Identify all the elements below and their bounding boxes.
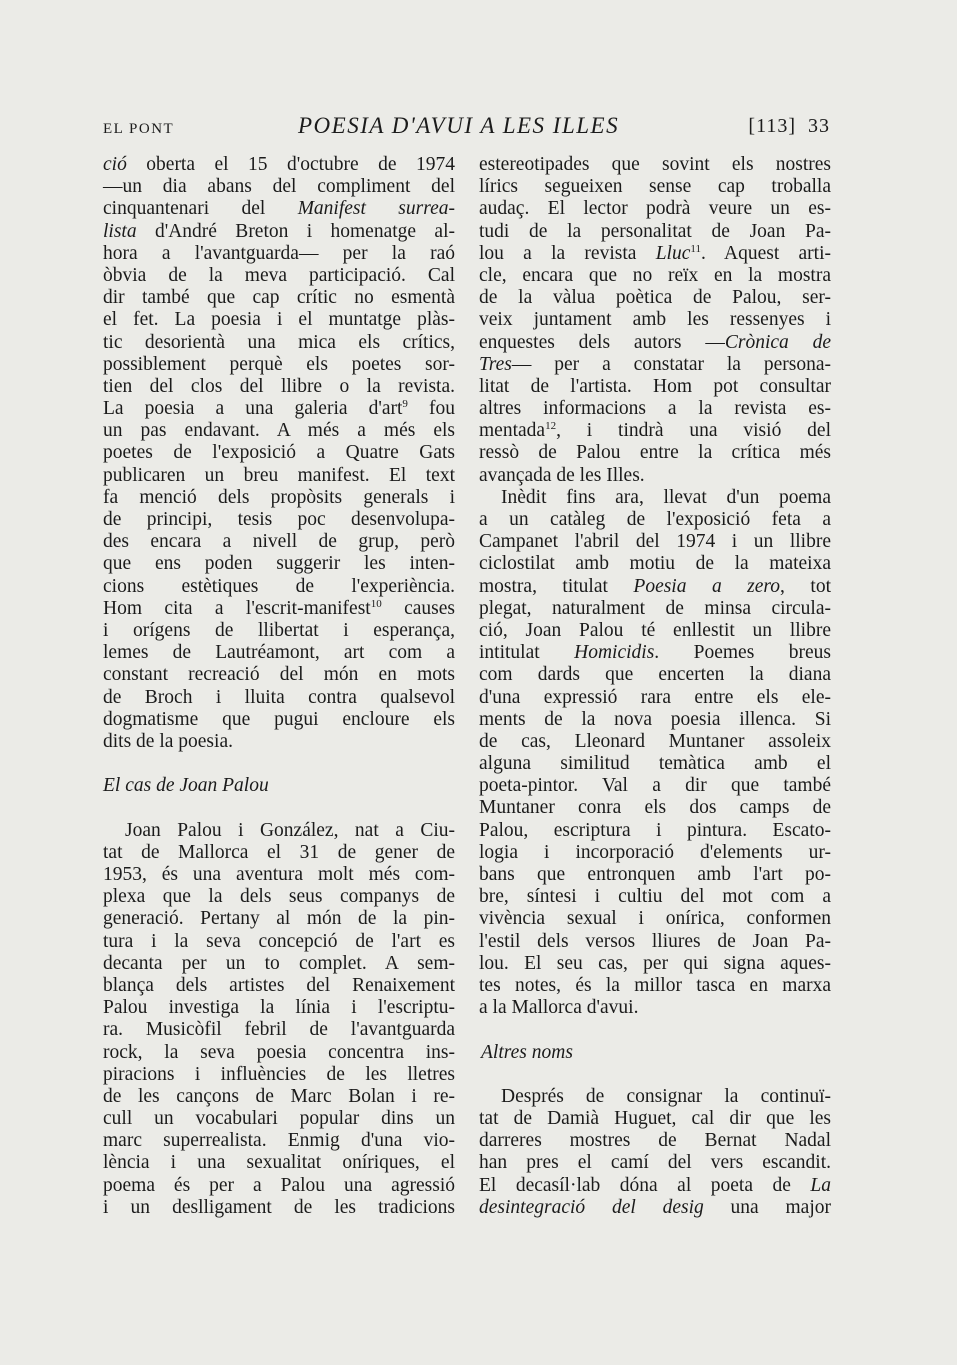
left-column-text-line: Palou investiga la línia i l'escriptu-	[103, 997, 455, 1019]
right-column-text-line: logia i incorporació d'elements ur-	[479, 841, 831, 863]
left-column-text-line: —un dia abans del compliment del	[103, 176, 455, 198]
right-column-text-line: alguna similitud temàtica amb el	[479, 753, 831, 775]
right-column-text-line	[479, 1019, 831, 1041]
section-heading: Altres noms	[481, 1041, 573, 1063]
left-column-text-line: lència i una sexualitat oníriques, el	[103, 1152, 455, 1174]
right-column-text-line: lírics segueixen sense cap troballa	[479, 176, 831, 198]
left-column-text-line: el fet. La poesia i el muntatge plàs-	[103, 309, 455, 331]
right-column-text-line: El decasíl·lab dóna al poeta de La	[479, 1174, 831, 1196]
left-column-text-line: decanta per un to complet. A sem-	[103, 952, 455, 974]
left-column-text-line: cull un vocabulari popular dins un	[103, 1108, 455, 1130]
right-column-text-line	[479, 1064, 831, 1086]
right-text-column	[479, 154, 831, 1219]
left-column-text-line: lemes de Lautréamont, art com a	[103, 642, 455, 664]
left-column-text-line: marc superrealista. Enmig d'una vio-	[103, 1130, 455, 1152]
left-column-text-line: poetes de l'exposició a Quatre Gats	[103, 442, 455, 464]
left-column-text-line: un pas endavant. A més a més els	[103, 420, 455, 442]
left-column-text-line: tura i la seva concepció de l'art es	[103, 930, 455, 952]
left-column-text-line: tien del clos del llibre o la revista.	[103, 375, 455, 397]
right-column-text-line: a un catàleg de l'exposició feta a	[479, 509, 831, 530]
left-column-text-line: poema és per a Palou una agressió	[103, 1174, 455, 1196]
left-text-column	[103, 154, 455, 1219]
right-column-text-line: plegat, naturalment de minsa circula-	[479, 597, 831, 619]
right-column-text-line: litat de l'artista. Hom pot consultar	[479, 375, 831, 397]
right-column-text-line: tat de Damià Huguet, cal dir que les	[479, 1108, 831, 1130]
left-column-text-line: cions estètiques de l'experiència.	[103, 575, 455, 597]
left-column-text-line: tic desorientà una mica els crítics,	[103, 331, 455, 353]
right-column-text-line: altres informacions a la revista es-	[479, 398, 831, 420]
right-column-text-line: d'una expressió rara entre els ele-	[479, 686, 831, 708]
left-column-text-line: piracions i influències de les lletres	[103, 1063, 455, 1085]
right-column-text-line: poeta-pintor. Val a dir que també	[479, 775, 831, 797]
left-column-text-line: i un deslligament de les tradicions	[103, 1196, 455, 1218]
right-column-text-line: com dards que encerten la diana	[479, 664, 831, 686]
right-column-text-line: cle, encara que no reïx en la mostra	[479, 264, 831, 286]
section-heading: El cas de Joan Palou	[103, 775, 269, 797]
journal-name: EL PONT	[103, 121, 175, 137]
right-column-text-line: Tres— per a constatar la persona-	[479, 353, 831, 375]
right-column-text-line: ments de la nova poesia illenca. Si	[479, 708, 831, 730]
right-column-text-line: bre, síntesi i cultiu del mot com a	[479, 886, 831, 908]
left-column-text-line: hora a l'avantguarda— per la raó	[103, 242, 455, 264]
left-column-text-line: 1953, és una aventura molt més com-	[103, 864, 455, 885]
right-column-text-line: de cas, Lleonard Muntaner assoleix	[479, 730, 831, 752]
right-column-text-line: l'estil dels versos lliures de Joan Pa-	[479, 930, 831, 952]
right-column-text-line: ció, Joan Palou té enllestit un llibre	[479, 619, 831, 641]
left-column-text-line: blança dels artistes del Renaixement	[103, 974, 455, 996]
left-column-text-line	[103, 797, 455, 819]
left-column-text-line: de principi, tesis poc desenvolupa-	[103, 509, 455, 530]
right-column-text-line: a la Mallorca d'avui.	[479, 997, 639, 1019]
left-column-text-line: rock, la seva poesia concentra ins-	[103, 1041, 455, 1063]
left-column-text-line: que ens poden suggerir les inten-	[103, 553, 455, 575]
right-column-text-line: bans que entronquen amb l'art po-	[479, 864, 831, 885]
right-column-text-line: veix juntament amb les ressenyes i	[479, 309, 831, 331]
left-column-text-line: òbvia de la meva participació. Cal	[103, 264, 455, 286]
right-column-text-line: Muntaner conra els dos camps de	[479, 797, 831, 819]
left-column-text-line: dogmatisme que pugui encloure els	[103, 708, 455, 730]
left-column-text-line: fa menció dels propòsits generals i	[103, 486, 455, 508]
left-column-text-line: dir també que cap crític no esmentà	[103, 287, 455, 309]
right-column-text-line: Inèdit fins ara, llevat d'un poema	[501, 486, 831, 508]
left-column-text-line: i orígens de llibertat i esperança,	[103, 619, 455, 641]
right-column-text-line: ciclostilat amb motiu de la mateixa	[479, 553, 831, 575]
left-column-text-line: Hom cita a l'escrit-manifest$^{10}$ causes	[103, 597, 455, 619]
right-column-text-line: darreres mostres de Bernat Nadal	[479, 1130, 831, 1152]
right-column-text-line: Campanet l'abril del 1974 i un llibre	[479, 531, 831, 553]
right-column-text-line: audaç. El lector podrà veure un es-	[479, 198, 831, 220]
left-column-text-line: constant recreació del món en mots	[103, 664, 455, 686]
left-column-text-line	[103, 753, 455, 775]
left-column-text-line: publicaren un breu manifest. El text	[103, 464, 455, 486]
right-column-text-line: lou. El seu cas, per qui signa aques-	[479, 952, 831, 974]
right-column-text-line: lou a la revista Lluc$^{11}$. Aquest arti-	[479, 242, 831, 264]
left-column-text-line: generació. Pertany al món de la pin-	[103, 908, 455, 930]
right-column-text-line: enquestes dels autors —Crònica de	[479, 331, 831, 353]
right-column-text-line: intitulat Homicidis. Poemes breus	[479, 642, 831, 664]
left-column-text-line: plexa que la dels seus companys de	[103, 886, 455, 908]
left-column-text-line: de les cançons de Marc Bolan i re-	[103, 1085, 455, 1107]
article-title: POESIA D'AVUI A LES ILLES	[298, 113, 620, 138]
right-column-text-line: ressò de Palou entre la crítica més	[479, 442, 831, 464]
right-column-text-line: avançada de les Illes.	[479, 464, 645, 486]
left-column-text-line: Joan Palou i González, nat a Ciu-	[125, 819, 455, 841]
left-column-text-line: des encara a nivell de grup, però	[103, 531, 455, 553]
right-column-text-line: vivència sexual i onírica, conformen	[479, 908, 831, 930]
right-column-text-line: tudi de la personalitat de Joan Pa-	[479, 220, 831, 242]
right-column-text-line: Després de consignar la continuï-	[501, 1085, 831, 1107]
right-column-text-line: estereotipades que sovint els nostres	[479, 154, 831, 175]
right-column-text-line: mostra, titulat Poesia a zero, tot	[479, 575, 831, 597]
left-column-text-line: lista d'André Breton i homenatge al-	[103, 220, 455, 242]
left-column-text-line: tat de Mallorca el 31 de gener de	[103, 841, 455, 863]
left-column-text-line: dits de la poesia.	[103, 730, 233, 752]
running-header	[103, 113, 830, 147]
left-column-text-line: possiblement perquè els poetes sor-	[103, 353, 455, 375]
right-column-text-line: mentada$^{12}$, i tindrà una visió del	[479, 420, 831, 442]
right-column-text-line: Palou, escriptura i pintura. Escato-	[479, 819, 831, 841]
left-column-text-line: La poesia a una galeria d'art$^9$ fou	[103, 398, 455, 420]
page-number: [113] 33	[748, 115, 830, 137]
right-column-text-line: han pres el camí del vers escandit.	[479, 1152, 831, 1174]
left-column-text-line: cinquantenari del Manifest surrea-	[103, 198, 455, 220]
right-column-text-line: desintegració del desig una major	[479, 1196, 831, 1218]
left-column-text-line: ra. Musicòfil febril de l'avantguarda	[103, 1019, 455, 1041]
left-column-text-line: ció oberta el 15 d'octubre de 1974	[103, 154, 455, 175]
left-column-text-line: de Broch i lluita contra qualsevol	[103, 686, 455, 708]
right-column-text-line: de la vàlua poètica de Palou, ser-	[479, 287, 831, 309]
right-column-text-line: tes notes, és la millor tasca en marxa	[479, 974, 831, 996]
